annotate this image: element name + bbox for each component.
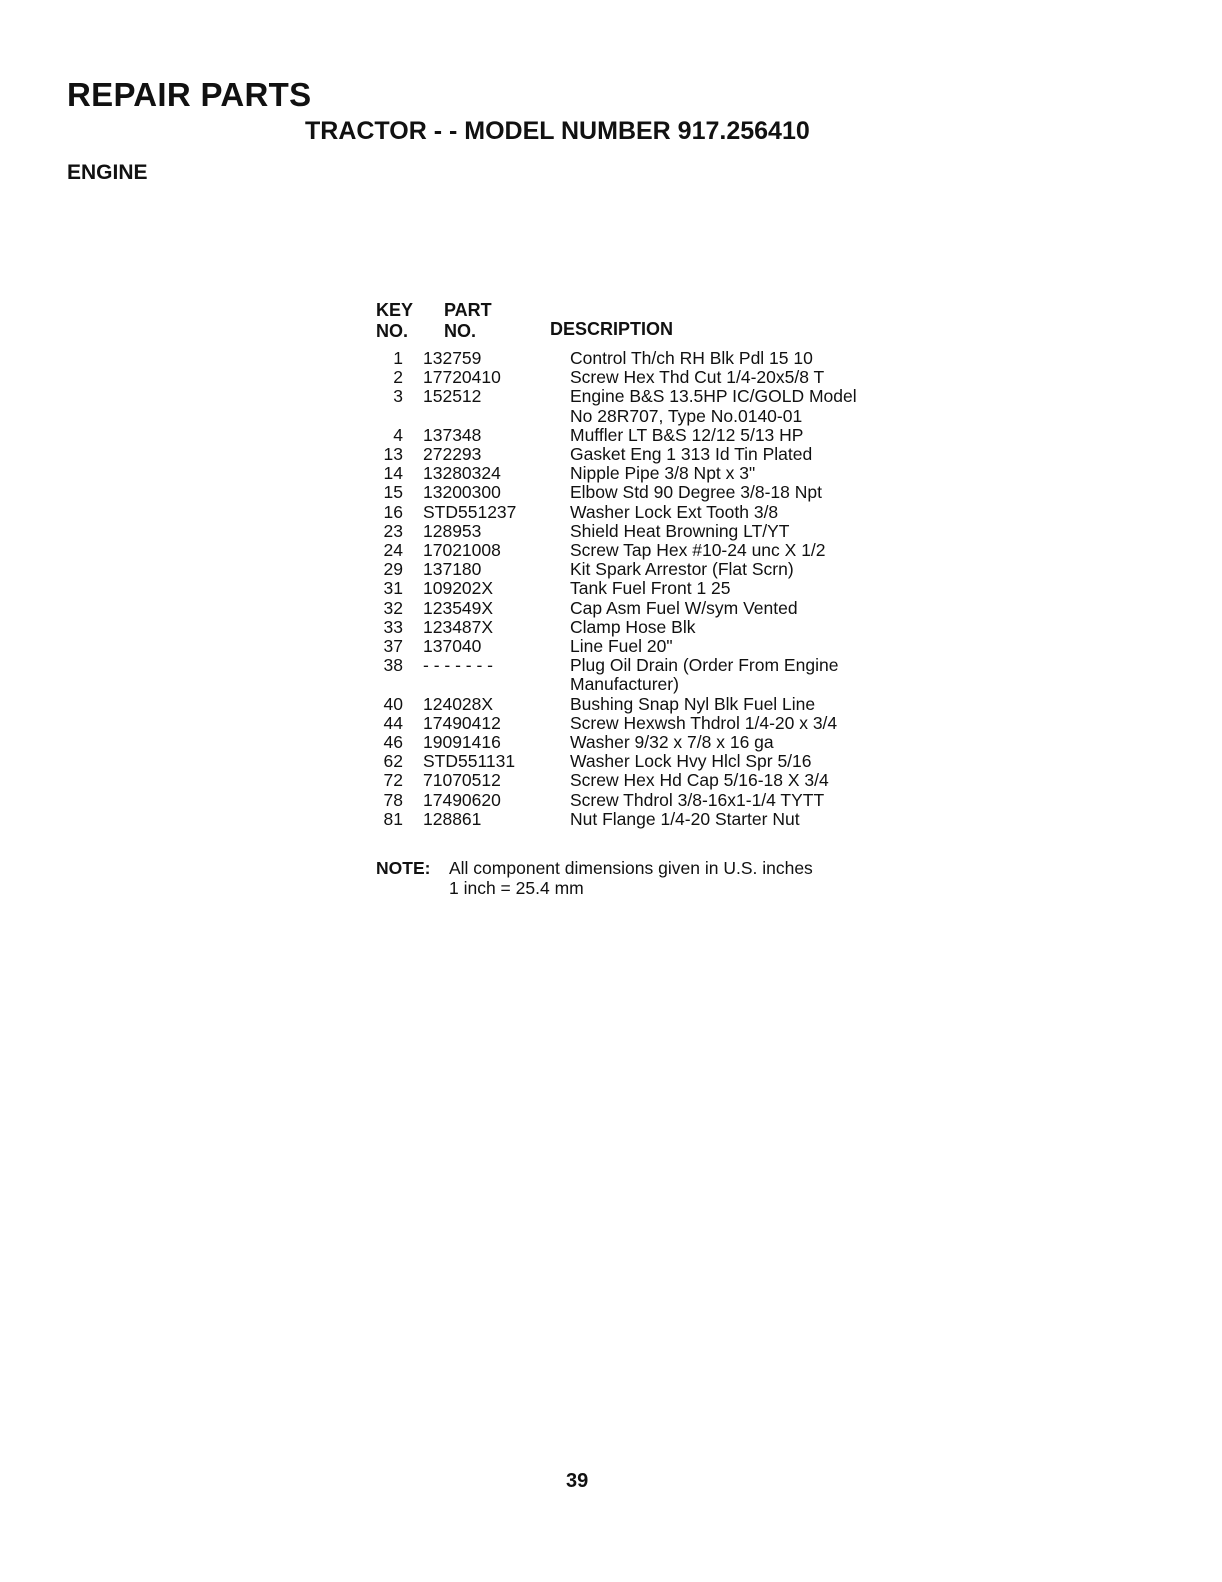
- table-row: [371, 426, 910, 445]
- part-no-cell: STD551237: [423, 501, 517, 522]
- part-no-cell: - - - - - - -: [423, 655, 493, 676]
- table-row: [371, 464, 910, 483]
- key-no-cell: 62: [383, 751, 403, 772]
- part-no-cell: 19091416: [423, 732, 501, 753]
- table-row: [371, 695, 910, 714]
- table-row: [371, 503, 910, 522]
- key-no-cell: 37: [383, 636, 403, 657]
- table-row: [371, 579, 910, 598]
- description-cell: Screw Tap Hex #10-24 unc X 1/2: [570, 540, 826, 561]
- table-row: [371, 656, 910, 694]
- part-no-cell: 17490620: [423, 789, 501, 810]
- key-no-cell: 3: [393, 386, 403, 407]
- description-cell: Shield Heat Browning LT/YT: [570, 520, 790, 541]
- key-no-cell: 31: [383, 578, 403, 599]
- description-cell: Cap Asm Fuel W/sym Vented: [570, 597, 798, 618]
- table-row: [371, 368, 910, 387]
- part-no-cell: 132759: [423, 348, 482, 368]
- part-no-cell: 128953: [423, 520, 482, 541]
- key-no-cell: 40: [383, 693, 403, 714]
- section-heading: ENGINE: [67, 161, 148, 184]
- description-cell: Nipple Pipe 3/8 Npt x 3": [570, 463, 756, 484]
- key-no-cell: 32: [383, 597, 403, 618]
- description-cell: Muffler LT B&S 12/12 5/13 HP: [570, 424, 804, 445]
- description-cell: Tank Fuel Front 1 25: [570, 578, 731, 599]
- part-no-cell: 137180: [423, 559, 482, 580]
- part-no-column-header: PART NO.: [444, 300, 492, 341]
- description-column-header: DESCRIPTION: [550, 319, 674, 339]
- key-no-cell: 1: [393, 348, 403, 368]
- key-no-cell: 46: [383, 732, 403, 753]
- part-no-cell: 13280324: [423, 463, 501, 484]
- parts-table-body: [371, 349, 910, 829]
- table-row: [371, 599, 910, 618]
- description-cell: Engine B&S 13.5HP IC/GOLD Model No 28R707, Type No.0140-01: [570, 386, 857, 426]
- key-no-cell: 2: [393, 367, 403, 388]
- description-cell: Screw Hex Hd Cap 5/16-18 X 3/4: [570, 770, 829, 791]
- part-no-cell: 128861: [423, 808, 482, 829]
- key-no-cell: 14: [383, 463, 403, 484]
- key-no-cell: 16: [383, 501, 403, 522]
- part-no-cell: 109202X: [423, 578, 494, 599]
- description-cell: Control Th/ch RH Blk Pdl 15 10: [570, 348, 813, 368]
- model-subtitle: TRACTOR - - MODEL NUMBER 917.256410: [305, 117, 810, 145]
- table-row: [371, 791, 910, 810]
- table-row: [371, 752, 910, 771]
- key-no-cell: 29: [383, 559, 403, 580]
- key-no-cell: 24: [383, 540, 403, 561]
- key-no-column-header: KEY NO.: [376, 300, 414, 341]
- description-cell: Line Fuel 20": [570, 636, 673, 657]
- key-no-cell: 78: [383, 789, 403, 810]
- description-cell: Elbow Std 90 Degree 3/8-18 Npt: [570, 482, 822, 503]
- description-cell: Screw Thdrol 3/8-16x1-1/4 TYTT: [570, 789, 825, 810]
- description-cell: Nut Flange 1/4-20 Starter Nut: [570, 808, 800, 829]
- part-no-cell: 124028X: [423, 693, 494, 714]
- table-row: [371, 637, 910, 656]
- parts-table: [371, 349, 910, 829]
- table-row: [371, 349, 910, 368]
- table-row: [371, 714, 910, 733]
- description-cell: Washer 9/32 x 7/8 x 16 ga: [570, 732, 774, 753]
- description-cell: Bushing Snap Nyl Blk Fuel Line: [570, 693, 816, 714]
- part-no-cell: 13200300: [423, 482, 501, 503]
- description-cell: Washer Lock Ext Tooth 3/8: [570, 501, 779, 522]
- part-no-cell: 71070512: [423, 770, 501, 791]
- table-row: [371, 541, 910, 560]
- key-no-cell: 15: [383, 482, 403, 503]
- page-number: 39: [566, 1470, 589, 1492]
- part-no-cell: 152512: [423, 386, 482, 407]
- key-no-cell: 4: [393, 424, 403, 445]
- page-title: REPAIR PARTS: [67, 76, 312, 113]
- description-cell: Plug Oil Drain (Order From Engine Manufacturer): [570, 655, 839, 695]
- description-cell: Screw Hex Thd Cut 1/4-20x5/8 T: [570, 367, 825, 388]
- description-cell: Washer Lock Hvy Hlcl Spr 5/16: [570, 751, 812, 772]
- table-row: [371, 483, 910, 502]
- part-no-cell: 272293: [423, 444, 482, 465]
- table-row: [371, 810, 910, 829]
- part-no-cell: 17490412: [423, 712, 501, 733]
- part-no-cell: STD551131: [423, 751, 516, 772]
- table-row: [371, 771, 910, 790]
- key-no-cell: 23: [383, 520, 403, 541]
- table-row: [371, 618, 910, 637]
- description-cell: Screw Hexwsh Thdrol 1/4-20 x 3/4: [570, 712, 838, 733]
- table-row: [371, 560, 910, 579]
- part-no-cell: 137348: [423, 424, 482, 445]
- key-no-cell: 33: [383, 616, 403, 637]
- table-row: [371, 733, 910, 752]
- part-no-cell: 123487X: [423, 616, 494, 637]
- note: [376, 858, 813, 898]
- key-no-cell: 72: [383, 770, 403, 791]
- key-no-cell: 81: [383, 808, 403, 829]
- part-no-cell: 137040: [423, 636, 482, 657]
- table-row: [371, 387, 910, 425]
- key-no-cell: 38: [383, 655, 403, 676]
- part-no-cell: 17021008: [423, 540, 501, 561]
- table-row: [371, 445, 910, 464]
- description-cell: Kit Spark Arrestor (Flat Scrn): [570, 559, 794, 580]
- note-label: NOTE:: [376, 858, 431, 878]
- note-text: All component dimensions given in U.S. inches 1 inch = 25.4 mm: [449, 858, 813, 898]
- part-no-cell: 17720410: [423, 367, 501, 388]
- description-cell: Clamp Hose Blk: [570, 616, 696, 637]
- key-no-cell: 13: [383, 444, 403, 465]
- part-no-cell: 123549X: [423, 597, 494, 618]
- table-row: [371, 522, 910, 541]
- description-cell: Gasket Eng 1 313 Id Tin Plated: [570, 444, 813, 465]
- key-no-cell: 44: [383, 712, 403, 733]
